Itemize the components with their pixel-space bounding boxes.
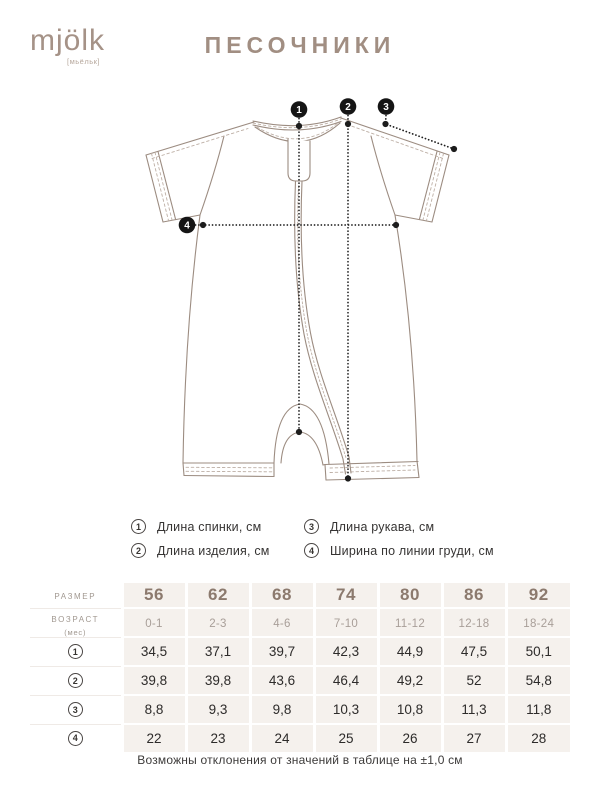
measure-dots xyxy=(200,121,457,482)
measurement-value-3-1: 9,3 xyxy=(186,695,250,724)
size-value-6: 92 xyxy=(506,583,570,608)
measurement-value-1-0: 34,5 xyxy=(122,637,186,666)
svg-text:1: 1 xyxy=(296,105,302,117)
measure-line-3 xyxy=(386,116,455,150)
measurement-value-3-5: 11,3 xyxy=(442,695,506,724)
age-value-2: 4-6 xyxy=(250,608,314,637)
measurement-row-label-2: 2 xyxy=(30,666,122,695)
age-value-1: 2-3 xyxy=(186,608,250,637)
age-value-5: 12-18 xyxy=(442,608,506,637)
measurement-value-2-6: 54,8 xyxy=(506,666,570,695)
measure-lines xyxy=(196,116,455,479)
measure-legend xyxy=(131,519,494,558)
age-row-label: ВОЗРАСТ (мес) xyxy=(30,608,122,637)
measurement-value-1-4: 44,9 xyxy=(378,637,442,666)
svg-text:4: 4 xyxy=(184,220,190,232)
tolerance-note: Возможны отклонения от значений в таблице на ±1,0 см xyxy=(137,753,463,767)
legend-num-4: 4 xyxy=(304,543,319,558)
measurement-row-label-4: 4 xyxy=(30,724,122,752)
measurement-value-3-6: 11,8 xyxy=(506,695,570,724)
romper-diagram xyxy=(0,88,600,508)
size-row xyxy=(30,583,570,608)
legend-label-4: Ширина по линии груди, см xyxy=(330,543,494,558)
size-table xyxy=(30,583,570,752)
measurement-value-4-0: 22 xyxy=(122,724,186,752)
size-table-wrap xyxy=(30,583,570,752)
marker-badge-4 xyxy=(179,217,196,234)
measurement-value-1-5: 47,5 xyxy=(442,637,506,666)
size-value-4: 80 xyxy=(378,583,442,608)
zipper xyxy=(288,139,351,474)
legend-item-back-length xyxy=(131,519,304,534)
svg-text:2: 2 xyxy=(345,102,351,114)
marker-badge-2 xyxy=(340,98,357,115)
measurement-value-4-3: 25 xyxy=(314,724,378,752)
measurement-value-3-4: 10,8 xyxy=(378,695,442,724)
page-title: ПЕСОЧНИКИ xyxy=(204,32,396,58)
legend-label-2: Длина изделия, см xyxy=(157,543,270,558)
legend-label-1: Длина спинки, см xyxy=(157,519,262,534)
measurement-value-4-4: 26 xyxy=(378,724,442,752)
measurement-value-1-6: 50,1 xyxy=(506,637,570,666)
measurement-row-label-3: 3 xyxy=(30,695,122,724)
legend-label-3: Длина рукава, см xyxy=(330,519,435,534)
measurement-row-2 xyxy=(30,666,570,695)
measurement-value-1-3: 42,3 xyxy=(314,637,378,666)
measurement-value-2-2: 43,6 xyxy=(250,666,314,695)
legend-item-item-length xyxy=(131,543,304,558)
age-value-3: 7-10 xyxy=(314,608,378,637)
measurement-value-2-3: 46,4 xyxy=(314,666,378,695)
age-value-4: 11-12 xyxy=(378,608,442,637)
measurement-value-1-2: 39,7 xyxy=(250,637,314,666)
marker-badges xyxy=(179,98,395,233)
size-value-1: 62 xyxy=(186,583,250,608)
size-value-0: 56 xyxy=(122,583,186,608)
measurement-row-3 xyxy=(30,695,570,724)
measurement-value-3-3: 10,3 xyxy=(314,695,378,724)
measurement-row-1 xyxy=(30,637,570,666)
measurement-value-3-2: 9,8 xyxy=(250,695,314,724)
legend-num-2: 2 xyxy=(131,543,146,558)
measurement-row-4 xyxy=(30,724,570,752)
marker-badge-3 xyxy=(378,98,395,115)
measurement-value-2-1: 39,8 xyxy=(186,666,250,695)
measurement-row-label-1: 1 xyxy=(30,637,122,666)
age-value-6: 18-24 xyxy=(506,608,570,637)
measurement-value-4-6: 28 xyxy=(506,724,570,752)
measurement-value-2-0: 39,8 xyxy=(122,666,186,695)
legend-num-1: 1 xyxy=(131,519,146,534)
marker-badge-1 xyxy=(291,101,308,118)
legend-item-chest-width xyxy=(304,543,494,558)
legend-item-sleeve-length xyxy=(304,519,494,534)
brand-logo-transliteration: [мьёльк] xyxy=(67,57,100,66)
measurement-value-2-5: 52 xyxy=(442,666,506,695)
measurement-value-4-1: 23 xyxy=(186,724,250,752)
age-row xyxy=(30,608,570,637)
size-value-5: 86 xyxy=(442,583,506,608)
legend-num-3: 3 xyxy=(304,519,319,534)
zipper-teeth xyxy=(298,186,346,458)
measurement-value-1-1: 37,1 xyxy=(186,637,250,666)
svg-text:3: 3 xyxy=(383,102,389,114)
brand-logo-text: mjölk xyxy=(30,24,106,57)
measurement-value-2-4: 49,2 xyxy=(378,666,442,695)
size-row-label: РАЗМЕР xyxy=(30,583,122,608)
measurement-value-4-2: 24 xyxy=(250,724,314,752)
size-value-3: 74 xyxy=(314,583,378,608)
measurement-value-3-0: 8,8 xyxy=(122,695,186,724)
measurement-value-4-5: 27 xyxy=(442,724,506,752)
age-value-0: 0-1 xyxy=(122,608,186,637)
size-table-body xyxy=(30,583,570,752)
size-value-2: 68 xyxy=(250,583,314,608)
